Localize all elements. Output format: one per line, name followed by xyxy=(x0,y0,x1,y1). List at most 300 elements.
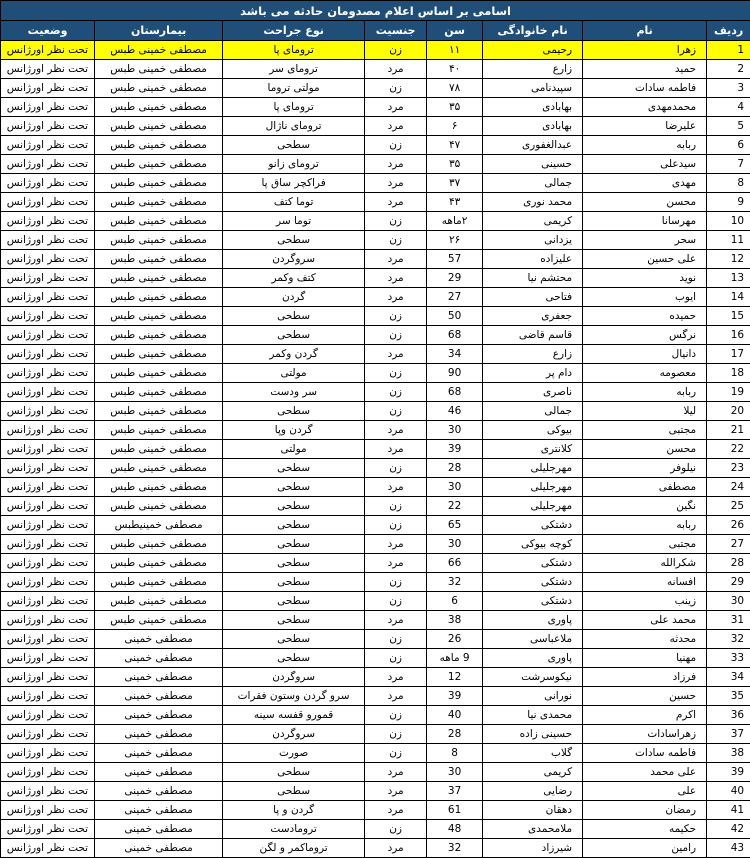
cell-age[interactable]: 22 xyxy=(427,497,483,516)
cell-surgery[interactable]: سر ودست xyxy=(223,383,365,402)
cell-age[interactable]: 38 xyxy=(427,611,483,630)
cell-id[interactable]: 18 xyxy=(707,364,750,383)
cell-hospital[interactable]: مصطفی خمینی طبس xyxy=(95,79,223,98)
cell-hospital[interactable]: مصطفی خمینی طبس xyxy=(95,174,223,193)
table-row[interactable] xyxy=(1,535,750,554)
cell-family[interactable]: رضایی xyxy=(483,782,583,801)
cell-gender[interactable]: زن xyxy=(365,41,427,60)
cell-hospital[interactable]: مصطفی خمینی xyxy=(95,668,223,687)
cell-gender[interactable]: مرد xyxy=(365,801,427,820)
cell-id[interactable]: 19 xyxy=(707,383,750,402)
table-row[interactable] xyxy=(1,687,750,706)
table-row[interactable] xyxy=(1,269,750,288)
cell-surgery[interactable]: سطحی xyxy=(223,459,365,478)
cell-surgery[interactable]: ترومای پا xyxy=(223,41,365,60)
cell-hospital[interactable]: مصطفی خمینی طبس xyxy=(95,288,223,307)
cell-status[interactable]: تحت نظر اورژانس xyxy=(1,155,95,174)
cell-status[interactable]: تحت نظر اورژانس xyxy=(1,345,95,364)
cell-surgery[interactable]: سطحی xyxy=(223,307,365,326)
cell-hospital[interactable]: مصطفی خمینی xyxy=(95,649,223,668)
cell-family[interactable]: بیوکی xyxy=(483,421,583,440)
cell-age[interactable]: 68 xyxy=(427,383,483,402)
cell-gender[interactable]: زن xyxy=(365,516,427,535)
cell-age[interactable]: 30 xyxy=(427,421,483,440)
cell-name[interactable]: رمضان xyxy=(583,801,707,820)
cell-id[interactable]: 38 xyxy=(707,744,750,763)
cell-surgery[interactable]: سطحی xyxy=(223,630,365,649)
header-status[interactable]: وضعیت xyxy=(1,21,95,41)
cell-id[interactable]: 25 xyxy=(707,497,750,516)
cell-name[interactable]: ربابه xyxy=(583,516,707,535)
cell-gender[interactable]: زن xyxy=(365,79,427,98)
cell-status[interactable]: تحت نظر اورژانس xyxy=(1,250,95,269)
cell-status[interactable]: تحت نظر اورژانس xyxy=(1,117,95,136)
cell-family[interactable]: نورانی xyxy=(483,687,583,706)
cell-surgery[interactable]: ترومای سر xyxy=(223,60,365,79)
cell-id[interactable]: 13 xyxy=(707,269,750,288)
cell-hospital[interactable]: مصطفی خمینی xyxy=(95,820,223,839)
cell-age[interactable]: ۱۱ xyxy=(427,41,483,60)
cell-surgery[interactable]: ترومادست xyxy=(223,820,365,839)
cell-id[interactable]: 3 xyxy=(707,79,750,98)
cell-hospital[interactable]: مصطفی خمینی xyxy=(95,744,223,763)
cell-status[interactable]: تحت نظر اورژانس xyxy=(1,516,95,535)
table-row[interactable] xyxy=(1,668,750,687)
cell-hospital[interactable]: مصطفی خمینی xyxy=(95,782,223,801)
cell-hospital[interactable]: مصطفی خمینی طبس xyxy=(95,250,223,269)
cell-surgery[interactable]: گردن وپا xyxy=(223,421,365,440)
cell-hospital[interactable]: مصطفی خمینی طبس xyxy=(95,554,223,573)
table-row[interactable] xyxy=(1,421,750,440)
cell-surgery[interactable]: کتف وکمر xyxy=(223,269,365,288)
cell-status[interactable]: تحت نظر اورژانس xyxy=(1,79,95,98)
cell-family[interactable]: جعفری xyxy=(483,307,583,326)
cell-family[interactable]: کریمی xyxy=(483,763,583,782)
cell-status[interactable]: تحت نظر اورژانس xyxy=(1,364,95,383)
cell-status[interactable]: تحت نظر اورژانس xyxy=(1,231,95,250)
cell-id[interactable]: 2 xyxy=(707,60,750,79)
cell-age[interactable]: ۳۷ xyxy=(427,174,483,193)
table-row[interactable] xyxy=(1,212,750,231)
table-row[interactable] xyxy=(1,478,750,497)
cell-hospital[interactable]: مصطفی خمینی طبس xyxy=(95,573,223,592)
cell-family[interactable]: حسینی xyxy=(483,155,583,174)
cell-surgery[interactable]: سروگردن xyxy=(223,250,365,269)
cell-status[interactable]: تحت نظر اورژانس xyxy=(1,212,95,231)
cell-hospital[interactable]: مصطفی خمینی xyxy=(95,687,223,706)
cell-hospital[interactable]: مصطفی خمینی طبس xyxy=(95,402,223,421)
cell-family[interactable]: کلانتری xyxy=(483,440,583,459)
cell-age[interactable]: 39 xyxy=(427,440,483,459)
cell-age[interactable]: 68 xyxy=(427,326,483,345)
cell-surgery[interactable]: سطحی xyxy=(223,535,365,554)
cell-age[interactable]: ۶ xyxy=(427,117,483,136)
cell-id[interactable]: 33 xyxy=(707,649,750,668)
cell-family[interactable]: بهابادی xyxy=(483,98,583,117)
cell-gender[interactable]: زن xyxy=(365,630,427,649)
cell-surgery[interactable]: گردن xyxy=(223,288,365,307)
cell-hospital[interactable]: مصطفی خمینی xyxy=(95,763,223,782)
cell-surgery[interactable]: سطحی xyxy=(223,763,365,782)
cell-surgery[interactable]: سطحی xyxy=(223,649,365,668)
cell-hospital[interactable]: مصطفی خمینی طبس xyxy=(95,611,223,630)
cell-family[interactable]: محمد نوری xyxy=(483,193,583,212)
cell-gender[interactable]: مرد xyxy=(365,117,427,136)
cell-age[interactable]: 48 xyxy=(427,820,483,839)
header-id[interactable]: ردیف xyxy=(707,21,750,41)
cell-surgery[interactable]: سروگردن xyxy=(223,668,365,687)
cell-age[interactable]: 32 xyxy=(427,839,483,858)
table-row[interactable] xyxy=(1,440,750,459)
cell-id[interactable]: 40 xyxy=(707,782,750,801)
cell-id[interactable]: 29 xyxy=(707,573,750,592)
table-row[interactable] xyxy=(1,402,750,421)
cell-id[interactable]: 30 xyxy=(707,592,750,611)
cell-gender[interactable]: مرد xyxy=(365,668,427,687)
cell-id[interactable]: 14 xyxy=(707,288,750,307)
cell-age[interactable]: 30 xyxy=(427,535,483,554)
cell-id[interactable]: 1 xyxy=(707,41,750,60)
cell-id[interactable]: 39 xyxy=(707,763,750,782)
cell-name[interactable]: افسانه xyxy=(583,573,707,592)
cell-age[interactable]: ۳۵ xyxy=(427,155,483,174)
cell-gender[interactable]: زن xyxy=(365,820,427,839)
header-age[interactable]: سن xyxy=(427,21,483,41)
cell-family[interactable]: کریمی xyxy=(483,212,583,231)
cell-gender[interactable]: مرد xyxy=(365,174,427,193)
cell-id[interactable]: 7 xyxy=(707,155,750,174)
cell-status[interactable]: تحت نظر اورژانس xyxy=(1,839,95,858)
cell-family[interactable]: فتاحی xyxy=(483,288,583,307)
cell-hospital[interactable]: مصطفی خمینی xyxy=(95,630,223,649)
cell-name[interactable]: مهرسانا xyxy=(583,212,707,231)
cell-status[interactable]: تحت نظر اورژانس xyxy=(1,725,95,744)
table-row[interactable] xyxy=(1,763,750,782)
cell-surgery[interactable]: ترومای ناژال xyxy=(223,117,365,136)
cell-name[interactable]: مجتبی xyxy=(583,421,707,440)
cell-status[interactable]: تحت نظر اورژانس xyxy=(1,611,95,630)
cell-status[interactable]: تحت نظر اورژانس xyxy=(1,421,95,440)
cell-name[interactable]: محسن xyxy=(583,440,707,459)
cell-id[interactable]: 16 xyxy=(707,326,750,345)
cell-hospital[interactable]: مصطفی خمینی طبس xyxy=(95,212,223,231)
cell-id[interactable]: 43 xyxy=(707,839,750,858)
cell-name[interactable]: شکرالله xyxy=(583,554,707,573)
cell-name[interactable]: سیدعلی xyxy=(583,155,707,174)
cell-id[interactable]: 36 xyxy=(707,706,750,725)
cell-age[interactable]: 28 xyxy=(427,459,483,478)
cell-id[interactable]: 27 xyxy=(707,535,750,554)
cell-id[interactable]: 5 xyxy=(707,117,750,136)
cell-family[interactable]: دهقان xyxy=(483,801,583,820)
cell-age[interactable]: 12 xyxy=(427,668,483,687)
cell-status[interactable]: تحت نظر اورژانس xyxy=(1,649,95,668)
cell-surgery[interactable]: سطحی xyxy=(223,478,365,497)
cell-name[interactable]: سحر xyxy=(583,231,707,250)
cell-family[interactable]: محتشم نیا xyxy=(483,269,583,288)
table-row[interactable] xyxy=(1,193,750,212)
cell-gender[interactable]: مرد xyxy=(365,554,427,573)
cell-family[interactable]: مهرجلیلی xyxy=(483,497,583,516)
cell-name[interactable]: محسن xyxy=(583,193,707,212)
cell-surgery[interactable]: سطحی xyxy=(223,573,365,592)
cell-gender[interactable]: زن xyxy=(365,212,427,231)
cell-family[interactable]: مهرجلیلی xyxy=(483,459,583,478)
cell-family[interactable]: ملامحمدی xyxy=(483,820,583,839)
cell-gender[interactable]: مرد xyxy=(365,687,427,706)
table-row[interactable] xyxy=(1,801,750,820)
cell-id[interactable]: 42 xyxy=(707,820,750,839)
cell-gender[interactable]: زن xyxy=(365,231,427,250)
cell-family[interactable]: ناصری xyxy=(483,383,583,402)
cell-id[interactable]: 37 xyxy=(707,725,750,744)
cell-status[interactable]: تحت نظر اورژانس xyxy=(1,459,95,478)
cell-family[interactable]: رحیمی xyxy=(483,41,583,60)
cell-gender[interactable]: مرد xyxy=(365,98,427,117)
cell-family[interactable]: بهابادی xyxy=(483,117,583,136)
cell-id[interactable]: 34 xyxy=(707,668,750,687)
cell-status[interactable]: تحت نظر اورژانس xyxy=(1,801,95,820)
cell-gender[interactable]: زن xyxy=(365,136,427,155)
cell-gender[interactable]: زن xyxy=(365,725,427,744)
cell-surgery[interactable]: مولتی تروما xyxy=(223,79,365,98)
cell-id[interactable]: 12 xyxy=(707,250,750,269)
cell-gender[interactable]: مرد xyxy=(365,155,427,174)
cell-name[interactable]: فرزاد xyxy=(583,668,707,687)
cell-surgery[interactable]: سرو گردن وستون فقرات xyxy=(223,687,365,706)
cell-name[interactable]: علی محمد xyxy=(583,763,707,782)
header-hospital[interactable]: بیمارستان xyxy=(95,21,223,41)
cell-surgery[interactable]: سروگردن xyxy=(223,725,365,744)
cell-family[interactable]: جمالی xyxy=(483,402,583,421)
cell-status[interactable]: تحت نظر اورژانس xyxy=(1,326,95,345)
cell-surgery[interactable]: ترومای پا xyxy=(223,98,365,117)
cell-name[interactable]: حکیمه xyxy=(583,820,707,839)
cell-id[interactable]: 32 xyxy=(707,630,750,649)
cell-age[interactable]: 66 xyxy=(427,554,483,573)
cell-family[interactable]: ملاعباسی xyxy=(483,630,583,649)
cell-status[interactable]: تحت نظر اورژانس xyxy=(1,60,95,79)
cell-gender[interactable]: مرد xyxy=(365,345,427,364)
cell-status[interactable]: تحت نظر اورژانس xyxy=(1,687,95,706)
cell-gender[interactable]: زن xyxy=(365,744,427,763)
cell-name[interactable]: مجتبی xyxy=(583,535,707,554)
cell-gender[interactable]: مرد xyxy=(365,60,427,79)
cell-surgery[interactable]: مولتی xyxy=(223,364,365,383)
cell-id[interactable]: 17 xyxy=(707,345,750,364)
cell-family[interactable]: علیزاده xyxy=(483,250,583,269)
cell-status[interactable]: تحت نظر اورژانس xyxy=(1,744,95,763)
cell-status[interactable]: تحت نظر اورژانس xyxy=(1,820,95,839)
cell-age[interactable]: ۴۳ xyxy=(427,193,483,212)
cell-gender[interactable]: زن xyxy=(365,649,427,668)
table-row[interactable] xyxy=(1,364,750,383)
cell-surgery[interactable]: سطحی xyxy=(223,402,365,421)
cell-hospital[interactable]: مصطفی خمینی طبس xyxy=(95,383,223,402)
cell-hospital[interactable]: مصطفی خمینی طبس xyxy=(95,98,223,117)
cell-name[interactable]: حمیده xyxy=(583,307,707,326)
cell-hospital[interactable]: مصطفی خمینی طبس xyxy=(95,269,223,288)
cell-name[interactable]: دانیال xyxy=(583,345,707,364)
header-surgery[interactable]: نوع جراحت xyxy=(223,21,365,41)
cell-status[interactable]: تحت نظر اورژانس xyxy=(1,763,95,782)
cell-surgery[interactable]: فراکچر ساق پا xyxy=(223,174,365,193)
cell-age[interactable]: ۲۶ xyxy=(427,231,483,250)
cell-surgery[interactable]: توما کتف xyxy=(223,193,365,212)
cell-family[interactable]: زارع xyxy=(483,60,583,79)
cell-status[interactable]: تحت نظر اورژانس xyxy=(1,440,95,459)
cell-age[interactable]: 65 xyxy=(427,516,483,535)
table-row[interactable] xyxy=(1,554,750,573)
cell-name[interactable]: ربابه xyxy=(583,383,707,402)
cell-family[interactable]: پاوری xyxy=(483,611,583,630)
cell-name[interactable]: ایوب xyxy=(583,288,707,307)
cell-hospital[interactable]: مصطفی خمینی طبس xyxy=(95,345,223,364)
cell-status[interactable]: تحت نظر اورژانس xyxy=(1,402,95,421)
cell-status[interactable]: تحت نظر اورژانس xyxy=(1,535,95,554)
cell-surgery[interactable]: سطحی xyxy=(223,611,365,630)
table-row[interactable] xyxy=(1,516,750,535)
cell-gender[interactable]: مرد xyxy=(365,421,427,440)
table-row[interactable] xyxy=(1,231,750,250)
cell-gender[interactable]: مرد xyxy=(365,839,427,858)
cell-family[interactable]: محمدی نیا xyxy=(483,706,583,725)
table-row[interactable] xyxy=(1,307,750,326)
cell-status[interactable]: تحت نظر اورژانس xyxy=(1,307,95,326)
cell-hospital[interactable]: مصطفی خمینی طبس xyxy=(95,136,223,155)
cell-gender[interactable]: زن xyxy=(365,383,427,402)
cell-hospital[interactable]: مصطفی خمینی xyxy=(95,706,223,725)
cell-name[interactable]: زهراسادات xyxy=(583,725,707,744)
cell-age[interactable]: 37 xyxy=(427,782,483,801)
cell-name[interactable]: نگین xyxy=(583,497,707,516)
cell-gender[interactable]: زن xyxy=(365,307,427,326)
cell-id[interactable]: 23 xyxy=(707,459,750,478)
cell-hospital[interactable]: مصطفی خمینی طبس xyxy=(95,440,223,459)
cell-gender[interactable]: مرد xyxy=(365,763,427,782)
cell-family[interactable]: کوچه بیوکی xyxy=(483,535,583,554)
cell-surgery[interactable]: سطحی xyxy=(223,554,365,573)
cell-id[interactable]: 11 xyxy=(707,231,750,250)
cell-age[interactable]: ۲ماهه xyxy=(427,212,483,231)
cell-name[interactable]: فاطمه سادات xyxy=(583,79,707,98)
cell-name[interactable]: حسین xyxy=(583,687,707,706)
cell-status[interactable]: تحت نظر اورژانس xyxy=(1,41,95,60)
cell-surgery[interactable]: سطحی xyxy=(223,497,365,516)
cell-family[interactable]: زارع xyxy=(483,345,583,364)
table-row[interactable] xyxy=(1,839,750,858)
cell-family[interactable]: جمالی xyxy=(483,174,583,193)
cell-family[interactable]: دام پر xyxy=(483,364,583,383)
table-row[interactable] xyxy=(1,79,750,98)
cell-family[interactable]: نیکوسرشت xyxy=(483,668,583,687)
cell-gender[interactable]: زن xyxy=(365,706,427,725)
cell-id[interactable]: 41 xyxy=(707,801,750,820)
cell-family[interactable]: گلاب xyxy=(483,744,583,763)
cell-gender[interactable]: زن xyxy=(365,497,427,516)
table-row[interactable] xyxy=(1,288,750,307)
cell-hospital[interactable]: مصطفی خمینی طبس xyxy=(95,155,223,174)
cell-surgery[interactable]: سطحی xyxy=(223,516,365,535)
cell-gender[interactable]: زن xyxy=(365,402,427,421)
cell-hospital[interactable]: مصطفی خمینی طبس xyxy=(95,592,223,611)
table-row[interactable] xyxy=(1,41,750,60)
cell-gender[interactable]: مرد xyxy=(365,611,427,630)
cell-family[interactable]: دشتکی xyxy=(483,554,583,573)
cell-id[interactable]: 10 xyxy=(707,212,750,231)
cell-id[interactable]: 8 xyxy=(707,174,750,193)
cell-family[interactable]: پاوری xyxy=(483,649,583,668)
cell-id[interactable]: 28 xyxy=(707,554,750,573)
cell-surgery[interactable]: ترومای زانو xyxy=(223,155,365,174)
cell-age[interactable]: 28 xyxy=(427,725,483,744)
table-row[interactable] xyxy=(1,782,750,801)
cell-name[interactable]: اکرم xyxy=(583,706,707,725)
cell-family[interactable]: دشتکی xyxy=(483,592,583,611)
table-row[interactable] xyxy=(1,611,750,630)
cell-surgery[interactable]: سطحی xyxy=(223,326,365,345)
cell-name[interactable]: محمد علی xyxy=(583,611,707,630)
cell-age[interactable]: 6 xyxy=(427,592,483,611)
cell-gender[interactable]: مرد xyxy=(365,478,427,497)
cell-surgery[interactable]: سطحی xyxy=(223,136,365,155)
cell-age[interactable]: ۳۵ xyxy=(427,98,483,117)
table-row[interactable] xyxy=(1,497,750,516)
cell-family[interactable]: مهرجلیلی xyxy=(483,478,583,497)
cell-name[interactable]: معصومه xyxy=(583,364,707,383)
table-row[interactable] xyxy=(1,155,750,174)
cell-name[interactable]: زهرا xyxy=(583,41,707,60)
cell-status[interactable]: تحت نظر اورژانس xyxy=(1,782,95,801)
cell-status[interactable]: تحت نظر اورژانس xyxy=(1,497,95,516)
cell-id[interactable]: 20 xyxy=(707,402,750,421)
cell-gender[interactable]: زن xyxy=(365,573,427,592)
cell-status[interactable]: تحت نظر اورژانس xyxy=(1,706,95,725)
cell-status[interactable]: تحت نظر اورژانس xyxy=(1,630,95,649)
cell-surgery[interactable]: توما سر xyxy=(223,212,365,231)
cell-status[interactable]: تحت نظر اورژانس xyxy=(1,288,95,307)
cell-id[interactable]: 21 xyxy=(707,421,750,440)
table-row[interactable] xyxy=(1,345,750,364)
cell-hospital[interactable]: مصطفی خمینی xyxy=(95,801,223,820)
cell-surgery[interactable]: گردن وکمر xyxy=(223,345,365,364)
cell-gender[interactable]: مرد xyxy=(365,288,427,307)
cell-hospital[interactable]: مصطفی خمینی طبس xyxy=(95,231,223,250)
cell-id[interactable]: 26 xyxy=(707,516,750,535)
cell-name[interactable]: مصطفی xyxy=(583,478,707,497)
cell-name[interactable]: مهدی xyxy=(583,174,707,193)
table-row[interactable] xyxy=(1,573,750,592)
cell-family[interactable]: شیرزاد xyxy=(483,839,583,858)
cell-age[interactable]: 61 xyxy=(427,801,483,820)
cell-age[interactable]: 29 xyxy=(427,269,483,288)
cell-hospital[interactable]: مصطفی خمینی xyxy=(95,725,223,744)
cell-gender[interactable]: مرد xyxy=(365,193,427,212)
cell-status[interactable]: تحت نظر اورژانس xyxy=(1,573,95,592)
table-row[interactable] xyxy=(1,383,750,402)
cell-status[interactable]: تحت نظر اورژانس xyxy=(1,269,95,288)
cell-hospital[interactable]: مصطفی خمینی طبس xyxy=(95,41,223,60)
cell-name[interactable]: رامین xyxy=(583,839,707,858)
cell-status[interactable]: تحت نظر اورژانس xyxy=(1,478,95,497)
cell-age[interactable]: 39 xyxy=(427,687,483,706)
cell-age[interactable]: ۴۷ xyxy=(427,136,483,155)
cell-age[interactable]: 30 xyxy=(427,478,483,497)
cell-family[interactable]: دشتکی xyxy=(483,516,583,535)
cell-age[interactable]: 30 xyxy=(427,763,483,782)
cell-name[interactable]: فاطمه سادات xyxy=(583,744,707,763)
cell-name[interactable]: نرگس xyxy=(583,326,707,345)
